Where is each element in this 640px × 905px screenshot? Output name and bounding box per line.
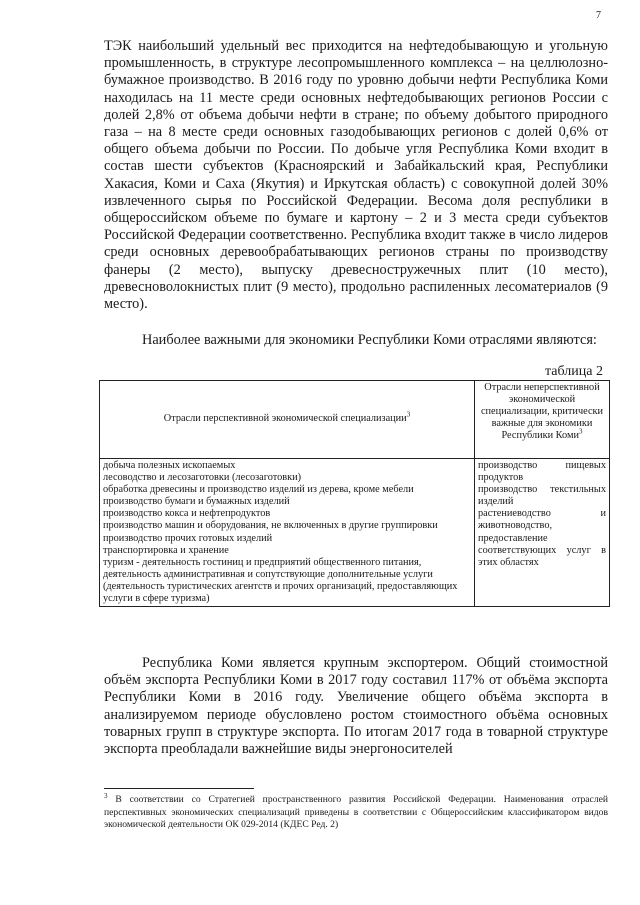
list-item: производство прочих готовых изделий <box>103 532 273 544</box>
list-item: туризм - деятельность гостиниц и предприятий общественного питания, деятельность административная и сопутствующие дополнительные услуги (деятельность туристических агентств и прочих организаций, предоставляющих услуги в сфере туризма) <box>103 556 458 605</box>
critical-sectors-list <box>475 459 610 607</box>
list-item: производство машин и оборудования, не включенных в другие группировки <box>103 520 438 532</box>
paragraph-energy-sector: ТЭК наибольший удельный вес приходится на нефтедобывающую и угольную промышленность, в структуре лесопромышленного комплекса – на целлюлозно-бумажное производство. В 2016 году по уровню добычи нефти Республика Коми находилась на 11 месте среди основных нефтедобывающих регионов России с долей 2,8% от объема добычи нефти в стране; по объему добытого природного газа – на 8 месте среди основных газодобывающих регионов с долей 0,6% от общего объема добычи по России. По добыче угля Республика Коми входит в состав шести субъектов (Красноярский и Забайкальский края, Республики Хакасия, Коми и Саха (Якутия) и Иркутская область) с совокупной долей 30% извлеченного сырья по Российской Федерации. Весома доля республики в общероссийском объеме по бумаге и картону – 2 и 3 места среди субъектов Российской Федерации соответственно. Республика входит также в число лидеров среди основных деревообрабатывающих регионов страны по производству фанеры (2 место), выпуску древесностружечных плит (10 место), древесноволокнистых плит (9 место), продольно распиленных лесоматериалов (9 место). <box>104 38 608 313</box>
footnote-ref: 3 <box>579 427 583 436</box>
list-item: обработка древесины и производство изделий из дерева, кроме мебели <box>103 484 414 496</box>
paragraph-key-industries-intro: Наиболее важными для экономики Республики Коми отраслями являются: <box>142 332 597 348</box>
footnote-divider <box>104 788 254 789</box>
list-item: лесоводство и лесозаготовки (лесозаготовки) <box>103 472 302 484</box>
list-item: производство пищевых продуктов <box>478 460 606 484</box>
table-caption: таблица 2 <box>545 364 603 379</box>
list-item: производство текстильных изделий <box>478 484 606 508</box>
table-header-row <box>100 381 610 459</box>
list-item: производство бумаги и бумажных изделий <box>103 496 290 508</box>
page-number: 7 <box>596 10 601 21</box>
industry-specialization-table <box>99 380 610 607</box>
list-item: добыча полезных ископаемых <box>103 460 236 471</box>
list-item: растениеводство и животноводство, предоставление соответствующих услуг в этих областях <box>478 508 606 568</box>
table-body-row <box>100 459 610 607</box>
footnote-ref: 3 <box>406 411 411 420</box>
promising-sectors-list <box>100 459 475 607</box>
footnote-mark: 3 <box>104 791 108 800</box>
footnote <box>104 791 608 832</box>
footnote-text: В соответствии со Стратегией пространственного развития Российской Федерации. Наименования отраслей перспективных экономических специализаций приведены в соответствии с Общероссийским классификатором видов экономической деятельности ОК 029-2014 (КДЕС Ред. 2) <box>104 794 608 830</box>
list-item: производство кокса и нефтепродуктов <box>103 508 271 520</box>
paragraph-export: Республика Коми является крупным экспортером. Общий стоимостной объём экспорта Республики Коми в 2017 году составил 117% от объёма экспорта Республики Коми в 2016 году. Увеличение общего объёма экспорта в анализируемом периоде обусловлено ростом стоимостного объёма основных товарных групп в структуре экспорта. По итогам 2017 года в товарной структуре экспорта преобладали важнейшие виды энергоносителей <box>104 655 608 758</box>
list-item: транспортировка и хранение <box>103 544 229 556</box>
header-promising-sectors: Отрасли перспективной экономической специализации$^3$ <box>100 381 475 459</box>
header-critical-sectors: Отрасли неперспективной экономической специализации, критически важные для экономики Республики Коми$^3$ <box>475 381 610 459</box>
